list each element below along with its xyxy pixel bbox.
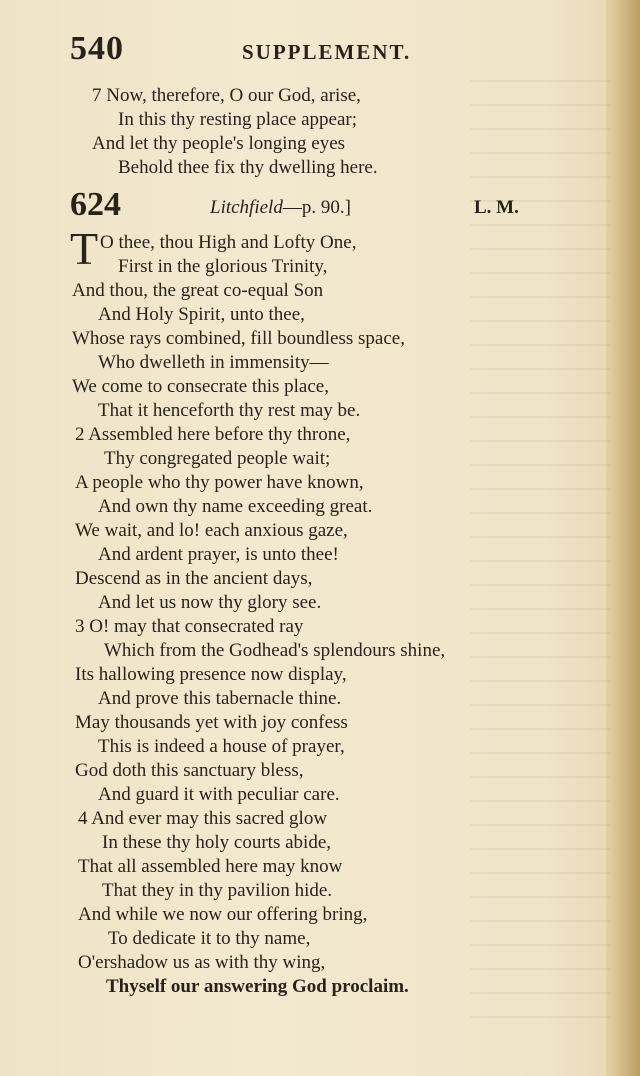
hymn-line: And guard it with peculiar care. [98, 784, 340, 805]
hymn-line: To dedicate it to thy name, [108, 928, 311, 949]
hymn-line: And thou, the great co-equal Son [72, 280, 324, 301]
hymn-line: This is indeed a house of prayer, [98, 736, 345, 757]
hymn-line: Thy congregated people wait; [104, 448, 331, 469]
hymn-line: And while we now our offering bring, [78, 904, 368, 925]
page-header [70, 30, 570, 70]
first-line-text: thee, thou High and Lofty One, [113, 232, 357, 253]
hymn-line: And let us now thy glory see. [98, 592, 322, 613]
page-number: 540 [70, 30, 124, 67]
hymn-line: May thousands yet with joy confess [75, 712, 348, 733]
prev-stanza-line: Behold thee fix thy dwelling here. [118, 157, 378, 178]
hymn-line: That all assembled here may know [78, 856, 343, 877]
tune-page-ref: —p. 90.] [282, 197, 351, 218]
hymn-line: Who dwelleth in immensity— [98, 352, 329, 373]
hymn-line: And Holy Spirit, unto thee, [98, 304, 305, 325]
hymn-line: And prove this tabernacle thine. [98, 688, 342, 709]
tune-reference [210, 197, 351, 219]
hymn-line: That it henceforth thy rest may be. [98, 400, 361, 421]
hymn-line: Its hallowing presence now display, [75, 664, 347, 685]
first-word-rest: O [100, 232, 114, 253]
hymn-line: 4 And ever may this sacred glow [78, 808, 328, 829]
hymn-line: O'ershadow us as with thy wing, [78, 952, 326, 973]
hymn-meter: L. M. [474, 197, 519, 218]
hymn-line: That they in thy pavilion hide. [102, 880, 333, 901]
page-spine-edge [606, 0, 640, 1076]
hymn-line: And own thy name exceeding great. [98, 496, 373, 517]
hymn-line: First in the glorious Trinity, [118, 256, 328, 277]
prev-stanza-line: And let thy people's longing eyes [92, 133, 346, 154]
hymn-line: In these thy holy courts abide, [102, 832, 332, 853]
drop-cap: T [70, 223, 99, 274]
hymn-line: A people who thy power have known, [75, 472, 364, 493]
hymn-line: We wait, and lo! each anxious gaze, [75, 520, 348, 541]
hymn-line: Whose rays combined, fill boundless space, [72, 328, 405, 349]
tune-name: Litchfield [210, 197, 283, 218]
hymn-line: 2 Assembled here before thy throne, [75, 424, 351, 445]
hymn-line: And ardent prayer, is unto thee! [98, 544, 339, 565]
hymn-line: Which from the Godhead's splendours shine, [104, 640, 446, 661]
prev-stanza-line: In this thy resting place appear; [118, 109, 358, 130]
hymn-line: 3 O! may that consecrated ray [75, 616, 304, 637]
hymn-line: Thyself our answering God proclaim. [106, 976, 409, 997]
hymn-number: 624 [70, 186, 121, 223]
hymn-line: We come to consecrate this place, [72, 376, 329, 397]
hymn-heading [70, 186, 550, 226]
running-head: SUPPLEMENT. [242, 40, 412, 64]
hymn-first-line [100, 231, 356, 255]
hymn-line: God doth this sanctuary bless, [75, 760, 304, 781]
hymn-line: Descend as in the ancient days, [75, 568, 313, 589]
prev-stanza-line: 7 Now, therefore, O our God, arise, [92, 85, 361, 106]
